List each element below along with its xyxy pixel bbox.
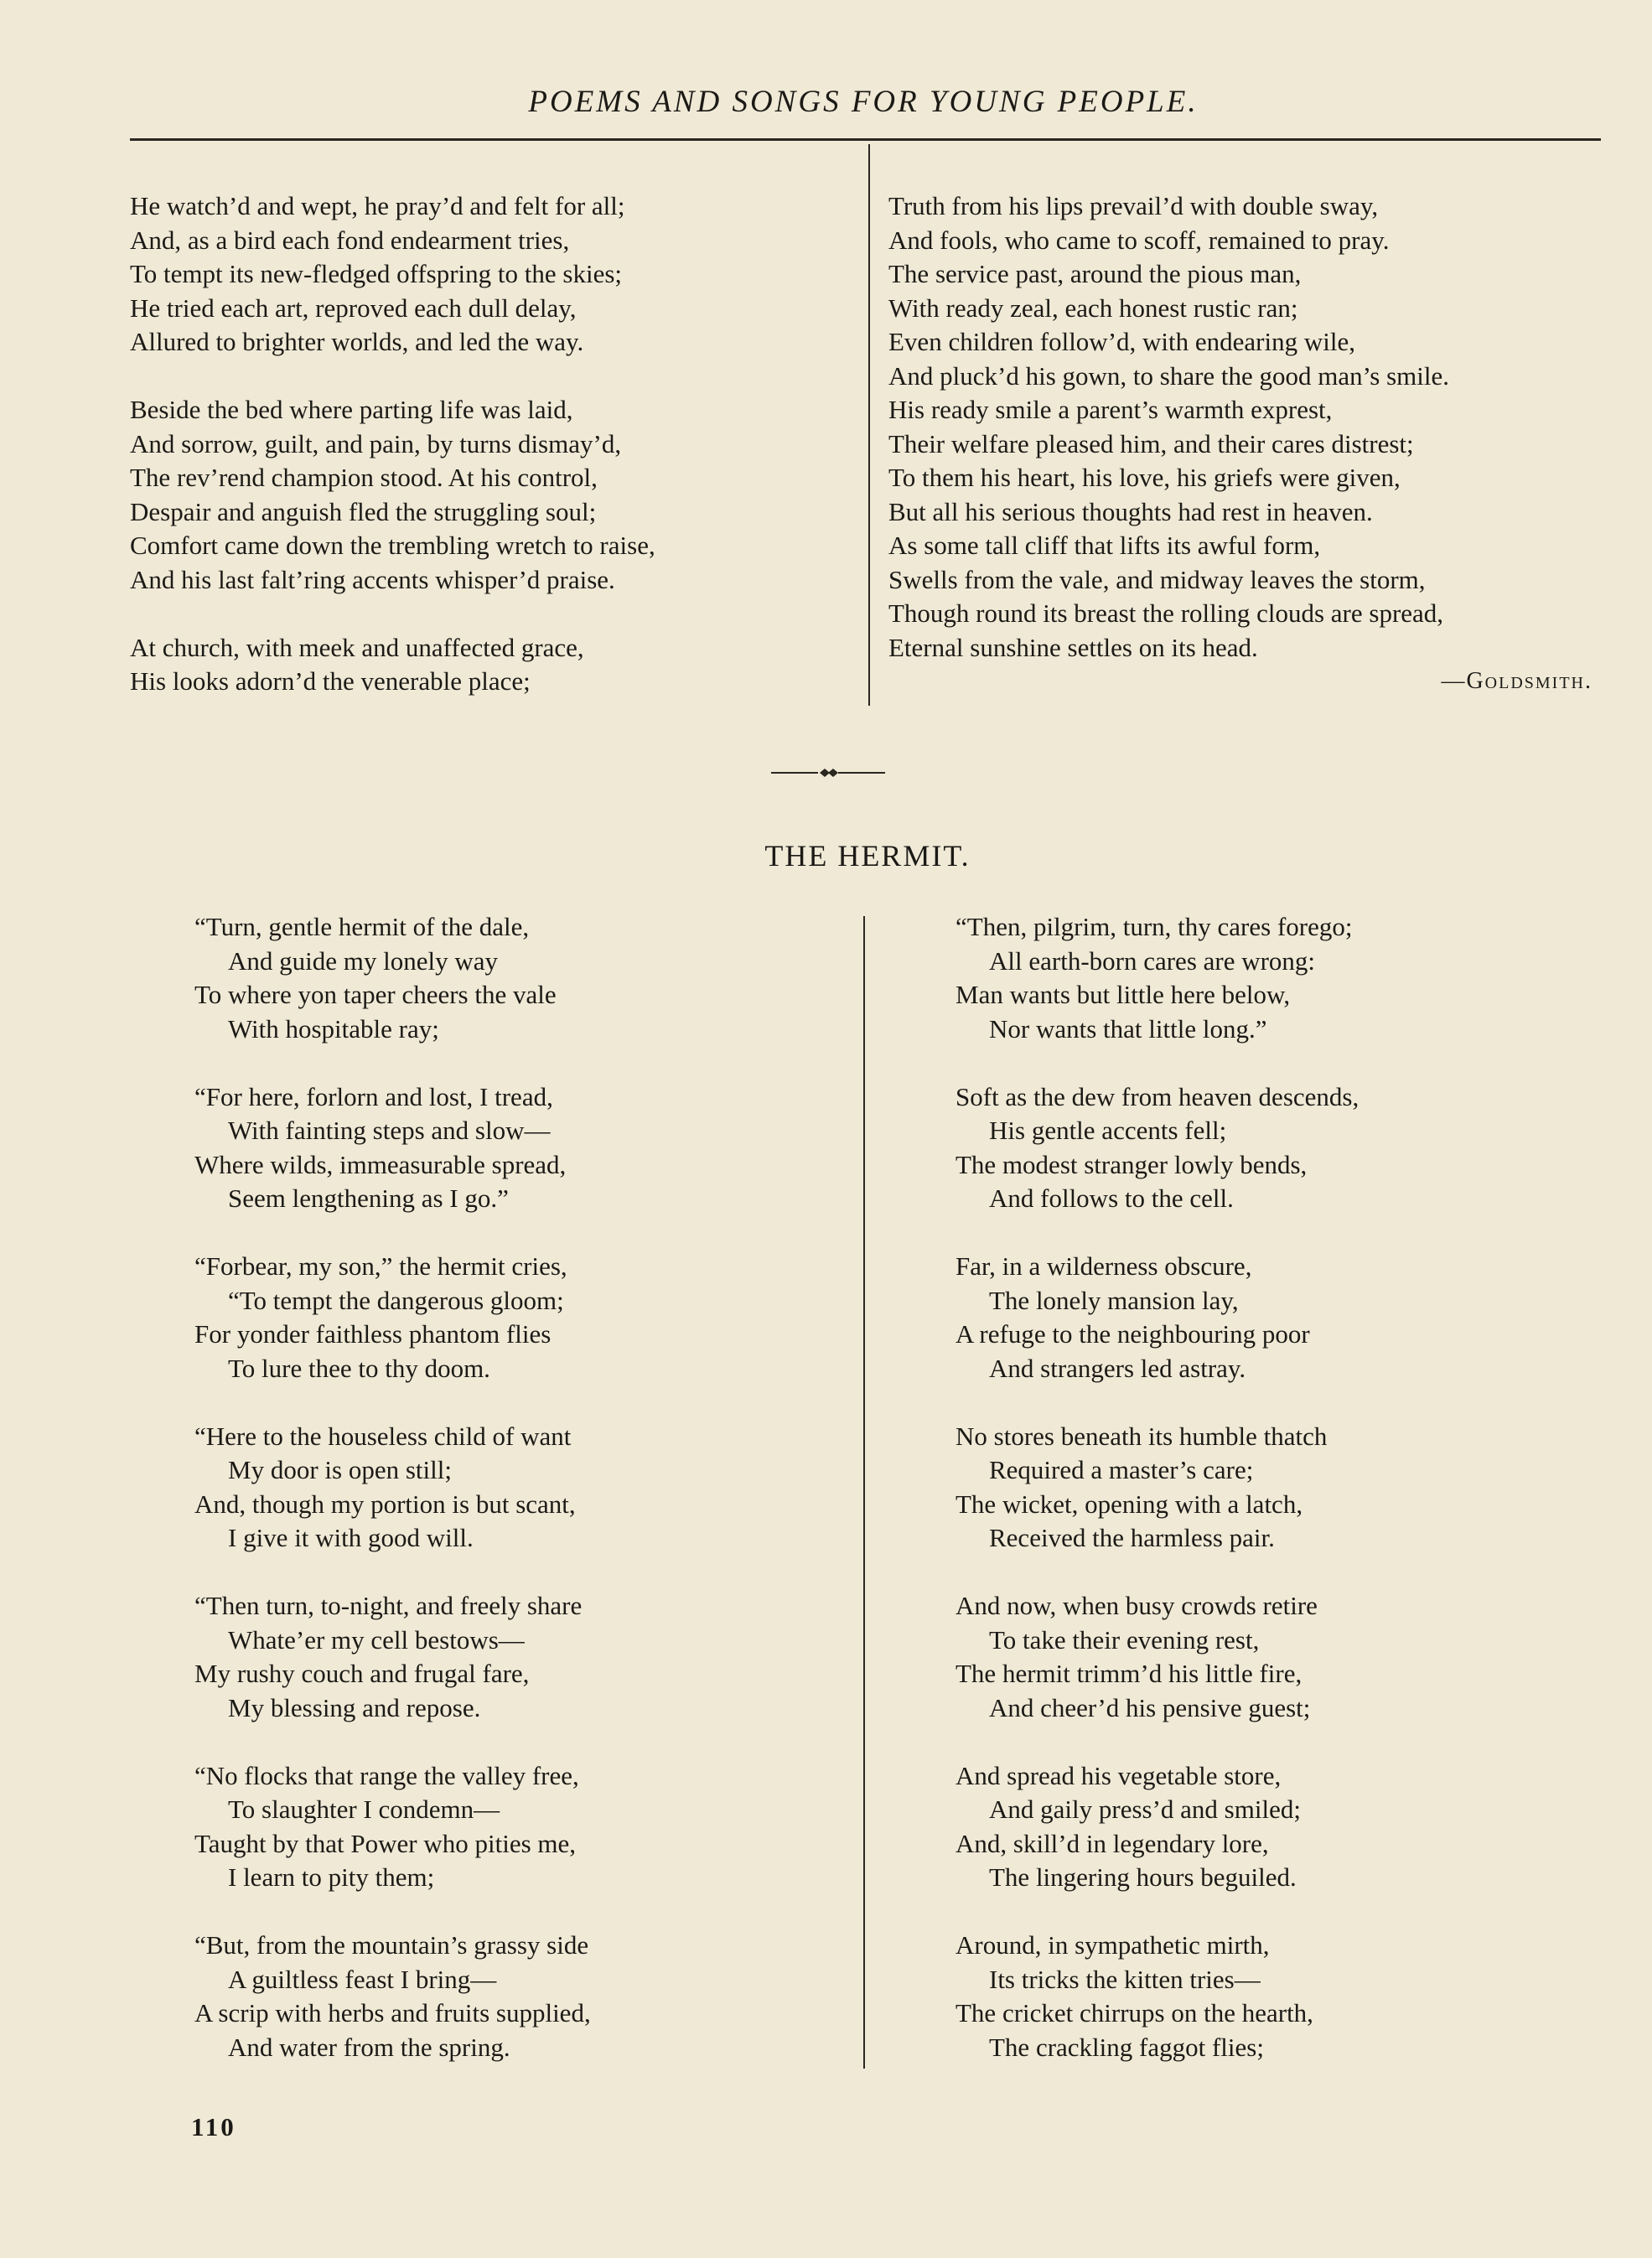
- verse-line: And, skill’d in legendary lore,: [955, 1828, 1269, 1858]
- verse-line: A scrip with herbs and fruits supplied,: [194, 1998, 591, 2028]
- verse-line: Truth from his lips prevail’d with double sway,: [888, 191, 1379, 220]
- verse-line: Eternal sunshine settles on its head.: [888, 632, 1258, 662]
- verse-line: Their welfare pleased him, and their cares distrest;: [888, 428, 1414, 458]
- verse-line: Nor wants that little long.”: [989, 1013, 1267, 1044]
- verse-line: And his last falt’ring accents whisper’d praise.: [130, 564, 615, 594]
- verse-line: His ready smile a parent’s warmth exprest,: [888, 395, 1333, 424]
- verse-line: Far, in a wilderness obscure,: [955, 1251, 1252, 1281]
- stanza: [955, 1589, 1618, 1725]
- verse-line: Comfort came down the trembling wretch to raise,: [130, 531, 655, 560]
- verse-line: The modest stranger lowly bends,: [955, 1149, 1308, 1179]
- verse-line: A refuge to the neighbouring poor: [955, 1319, 1310, 1349]
- verse-line: The rev’rend champion stood. At his control,: [130, 463, 598, 492]
- verse-line: And strangers led astray.: [989, 1353, 1246, 1383]
- verse-line: I give it with good will.: [228, 1523, 474, 1552]
- verse-line: All earth-born cares are wrong:: [989, 945, 1316, 976]
- column-divider-top: [868, 144, 870, 706]
- verse-line: “No flocks that range the valley free,: [194, 1760, 579, 1790]
- verse-line: To tempt its new-fledged offspring to the skies;: [130, 259, 623, 288]
- ornament-rule: [771, 764, 885, 781]
- page-number: 110: [191, 2112, 236, 2141]
- stanza: [194, 1250, 857, 1385]
- stanza: [955, 1759, 1618, 1895]
- verse-line: My blessing and repose.: [228, 1692, 481, 1722]
- header-rule: [130, 138, 1601, 141]
- goldsmith-left-column: [130, 189, 851, 699]
- verse-line: But all his serious thoughts had rest in heaven.: [888, 496, 1373, 526]
- verse-line: For yonder faithless phantom flies: [194, 1319, 552, 1349]
- verse-line: Required a master’s care;: [989, 1455, 1254, 1484]
- verse-line: And gaily press’d and smiled;: [989, 1794, 1301, 1824]
- verse-line: Beside the bed where parting life was laid,: [130, 395, 573, 424]
- verse-line: Whate’er my cell bestows—: [228, 1624, 525, 1655]
- verse-line: And sorrow, guilt, and pain, by turns dismay’d,: [130, 428, 622, 458]
- verse-line: And, as a bird each fond endearment tries,: [130, 225, 570, 255]
- verse-line: Where wilds, immeasurable spread,: [194, 1149, 567, 1179]
- verse-line: To lure thee to thy doom.: [228, 1353, 490, 1383]
- verse-line: And pluck’d his gown, to share the good man’s smile.: [888, 360, 1449, 391]
- verse-line: His looks adorn’d the venerable place;: [130, 666, 531, 696]
- stanza: [955, 910, 1618, 1046]
- verse-line: I learn to pity them;: [228, 1862, 435, 1892]
- verse-line: Swells from the vale, and midway leaves the storm,: [888, 564, 1426, 594]
- verse-line: Around, in sympathetic mirth,: [955, 1930, 1270, 1960]
- verse-line: “Turn, gentle hermit of the dale,: [194, 912, 530, 941]
- verse-line: Its tricks the kitten tries—: [989, 1964, 1261, 1994]
- stanza: [130, 631, 851, 699]
- stanza: [130, 189, 851, 360]
- verse-line: With ready zeal, each honest rustic ran;: [888, 293, 1298, 323]
- attribution: —Goldsmith.: [1441, 668, 1592, 694]
- verse-line: The service past, around the pious man,: [888, 259, 1302, 288]
- verse-line: The wicket, opening with a latch,: [955, 1489, 1303, 1519]
- verse-line: And fools, who came to scoff, remained to pray.: [888, 225, 1390, 255]
- verse-line: Though round its breast the rolling clouds are spread,: [888, 598, 1444, 628]
- verse-line: Man wants but little here below,: [955, 980, 1291, 1009]
- stanza: [955, 1080, 1618, 1216]
- verse-line: Received the harmless pair.: [989, 1523, 1275, 1552]
- verse-line: To where yon taper cheers the vale: [194, 980, 557, 1009]
- verse-line: Even children follow’d, with endearing wile,: [888, 327, 1355, 356]
- verse-line: With hospitable ray;: [228, 1013, 439, 1044]
- verse-line: With fainting steps and slow—: [228, 1116, 551, 1145]
- verse-line: Despair and anguish fled the struggling soul;: [130, 496, 597, 526]
- stanza: [194, 1759, 857, 1895]
- hermit-left-column: [194, 910, 857, 2064]
- stanza: [955, 1929, 1618, 2064]
- verse-line: “Then turn, to-night, and freely share: [194, 1591, 583, 1620]
- verse-line: To slaughter I condemn—: [228, 1794, 500, 1824]
- verse-line: “Here to the houseless child of want: [194, 1421, 572, 1451]
- verse-line: His gentle accents fell;: [989, 1116, 1227, 1145]
- stanza: [194, 910, 857, 1046]
- stanza: [955, 1250, 1618, 1385]
- verse-line: “But, from the mountain’s grassy side: [194, 1930, 589, 1960]
- verse-line: My door is open still;: [228, 1455, 452, 1484]
- stanza: [194, 1080, 857, 1216]
- goldsmith-right-column: [888, 189, 1618, 699]
- verse-line: And follows to the cell.: [989, 1183, 1234, 1213]
- stanza: [194, 1589, 857, 1725]
- verse-line: A guiltless feast I bring—: [228, 1964, 497, 1994]
- verse-line: My rushy couch and frugal fare,: [194, 1659, 530, 1688]
- verse-line: Allured to brighter worlds, and led the way.: [130, 327, 584, 356]
- verse-line: To them his heart, his love, his griefs were given,: [888, 463, 1401, 492]
- verse-line: “Forbear, my son,” the hermit cries,: [194, 1251, 567, 1281]
- poem-title: THE HERMIT.: [764, 839, 971, 873]
- verse-line: The lonely mansion lay,: [989, 1285, 1239, 1315]
- verse-line: Seem lengthening as I go.”: [228, 1183, 509, 1213]
- hermit-right-column: [955, 910, 1618, 2064]
- stanza: [130, 393, 851, 597]
- verse-line: And guide my lonely way: [228, 945, 499, 976]
- verse-line: The cricket chirrups on the hearth,: [955, 1998, 1313, 2028]
- verse-line: “For here, forlorn and lost, I tread,: [194, 1081, 553, 1111]
- verse-line: And, though my portion is but scant,: [194, 1489, 576, 1519]
- verse-line: “Then, pilgrim, turn, thy cares forego;: [955, 912, 1353, 941]
- verse-line: No stores beneath its humble thatch: [955, 1421, 1328, 1451]
- stanza: [194, 1420, 857, 1556]
- verse-line: To take their evening rest,: [989, 1624, 1260, 1655]
- column-divider-bottom: [863, 916, 865, 2069]
- verse-line: “To tempt the dangerous gloom;: [228, 1285, 564, 1315]
- verse-line: Soft as the dew from heaven descends,: [955, 1081, 1359, 1111]
- stanza: [955, 1420, 1618, 1556]
- verse-line: He watch’d and wept, he pray’d and felt for all;: [130, 191, 625, 220]
- verse-line: The lingering hours beguiled.: [989, 1862, 1297, 1892]
- verse-line: And spread his vegetable store,: [955, 1760, 1282, 1790]
- verse-line: And cheer’d his pensive guest;: [989, 1692, 1311, 1722]
- verse-line: The crackling faggot flies;: [989, 2032, 1264, 2062]
- verse-line: And now, when busy crowds retire: [955, 1591, 1318, 1620]
- verse-line: At church, with meek and unaffected grace,: [130, 632, 584, 662]
- verse-line: Taught by that Power who pities me,: [194, 1828, 577, 1858]
- verse-line: As some tall cliff that lifts its awful form,: [888, 531, 1321, 560]
- verse-line: He tried each art, reproved each dull delay,: [130, 293, 577, 323]
- verse-line: And water from the spring.: [228, 2032, 510, 2062]
- stanza: [194, 1929, 857, 2064]
- verse-line: The hermit trimm’d his little fire,: [955, 1659, 1302, 1688]
- running-title: POEMS AND SONGS FOR YOUNG PEOPLE.: [528, 85, 1199, 119]
